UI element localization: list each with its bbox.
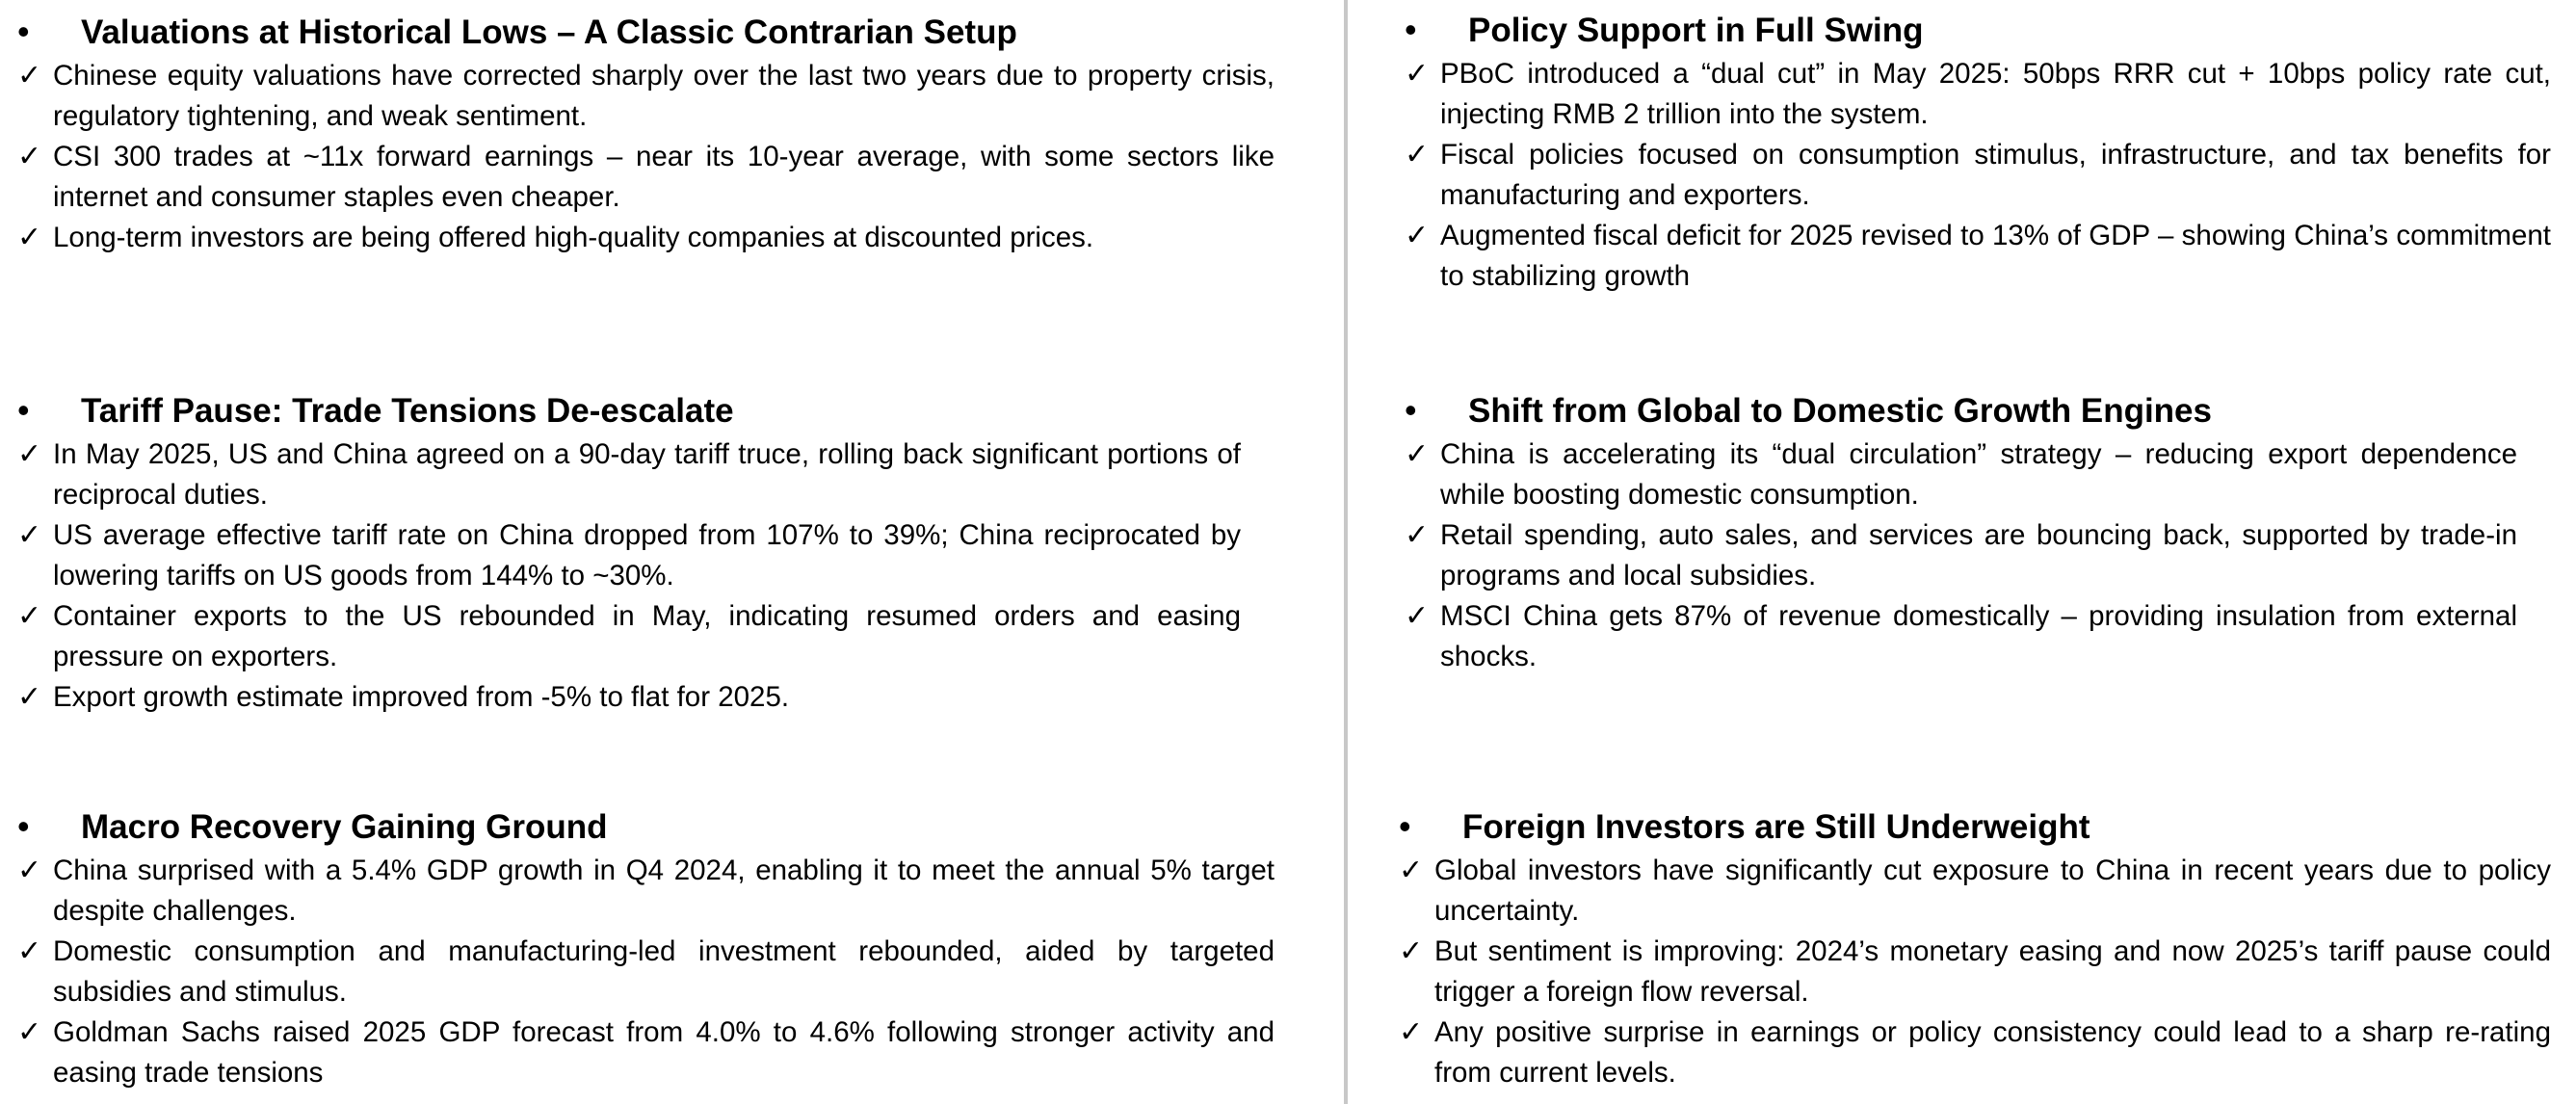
list-item: ✓ CSI 300 trades at ~11x forward earnings – near its 10-year average, with some sectors like internet and consumer staples even cheaper. [17,137,1275,218]
list-item: ✓ Fiscal policies focused on consumption stimulus, infrastructure, and tax benefits for manufacturing and exporters. [1405,135,2551,216]
bullet-dot: • [17,806,30,846]
list-item: ✓ Global investors have significantly cut exposure to China in recent years due to policy uncertainty. [1399,851,2551,932]
section-heading: Policy Support in Full Swing [1468,12,1924,49]
section-heading: Valuations at Historical Lows – A Classic Contrarian Setup [81,13,1017,51]
list-item: ✓ Export growth estimate improved from -5% to flat for 2025. [17,677,1241,718]
checkmark-icon: ✓ [17,59,42,92]
list-item: ✓ PBoC introduced a “dual cut” in May 2025: 50bps RRR cut + 10bps policy rate cut, injecting RMB 2 trillion into the system. [1405,54,2551,135]
section-foreign-investors [1399,808,2551,1093]
list-item: ✓ China is accelerating its “dual circulation” strategy – reducing export dependence while boosting domestic consumption. [1405,434,2517,515]
section-heading: Tariff Pause: Trade Tensions De-escalate [81,392,734,430]
checkmark-icon: ✓ [1405,57,1430,91]
section-heading: Foreign Investors are Still Underweight [1462,808,2090,846]
bullet-dot: • [1399,806,1411,846]
checkmark-icon: ✓ [1405,518,1430,552]
section-policy-support [1405,12,2551,297]
list-item: ✓ In May 2025, US and China agreed on a 90-day tariff truce, rolling back significant portions of reciprocal duties. [17,434,1241,515]
section-heading: Macro Recovery Gaining Ground [81,808,608,846]
section-macro-recovery [17,808,1275,1093]
checkmark-icon: ✓ [17,140,42,173]
checkmark-icon: ✓ [1399,934,1424,968]
section-heading: Shift from Global to Domestic Growth Engines [1468,392,2212,430]
checkmark-icon: ✓ [17,680,42,714]
checkmark-icon: ✓ [1399,854,1424,887]
checkmark-icon: ✓ [17,437,42,471]
list-item: ✓ Domestic consumption and manufacturing-led investment rebounded, aided by targeted subsidies and stimulus. [17,932,1275,1012]
checkmark-icon: ✓ [1405,599,1430,633]
checkmark-icon: ✓ [1405,219,1430,252]
bullet-dot: • [17,390,30,430]
checkmark-icon: ✓ [17,221,42,254]
checkmark-icon: ✓ [1399,1015,1424,1049]
section-valuations [17,13,1275,258]
checkmark-icon: ✓ [17,854,42,887]
list-item: ✓ But sentiment is improving: 2024’s monetary easing and now 2025’s tariff pause could trigger a foreign flow reversal. [1399,932,2551,1012]
list-item: ✓ Retail spending, auto sales, and services are bouncing back, supported by trade-in programs and local subsidies. [1405,515,2517,596]
checkmark-icon: ✓ [17,599,42,633]
checkmark-icon: ✓ [17,518,42,552]
list-item: ✓ Augmented fiscal deficit for 2025 revised to 13% of GDP – showing China’s commitment to stabilizing growth [1405,216,2551,297]
checkmark-icon: ✓ [17,934,42,968]
list-item: ✓ Goldman Sachs raised 2025 GDP forecast from 4.0% to 4.6% following stronger activity and easing trade tensions [17,1012,1275,1093]
list-item: ✓ MSCI China gets 87% of revenue domestically – providing insulation from external shocks. [1405,596,2517,677]
list-item: ✓ Container exports to the US rebounded in May, indicating resumed orders and easing pressure on exporters. [17,596,1241,677]
checkmark-icon: ✓ [1405,437,1430,471]
list-item: ✓ Chinese equity valuations have corrected sharply over the last two years due to property crisis, regulatory tightening, and weak sentiment. [17,56,1275,137]
section-domestic-growth [1405,392,2517,677]
bullet-dot: • [1405,10,1417,49]
column-divider [1344,0,1348,1104]
checkmark-icon: ✓ [17,1015,42,1049]
list-item: ✓ China surprised with a 5.4% GDP growth in Q4 2024, enabling it to meet the annual 5% target despite challenges. [17,851,1275,932]
list-item: ✓ US average effective tariff rate on China dropped from 107% to 39%; China reciprocated by lowering tariffs on US goods from 144% to ~30%. [17,515,1241,596]
bullet-dot: • [17,12,30,51]
list-item: ✓ Any positive surprise in earnings or policy consistency could lead to a sharp re-rating from current levels. [1399,1012,2551,1093]
checkmark-icon: ✓ [1405,138,1430,171]
section-tariff-pause [17,392,1241,718]
bullet-dot: • [1405,390,1417,430]
list-item: ✓ Long-term investors are being offered high-quality companies at discounted prices. [17,218,1275,258]
